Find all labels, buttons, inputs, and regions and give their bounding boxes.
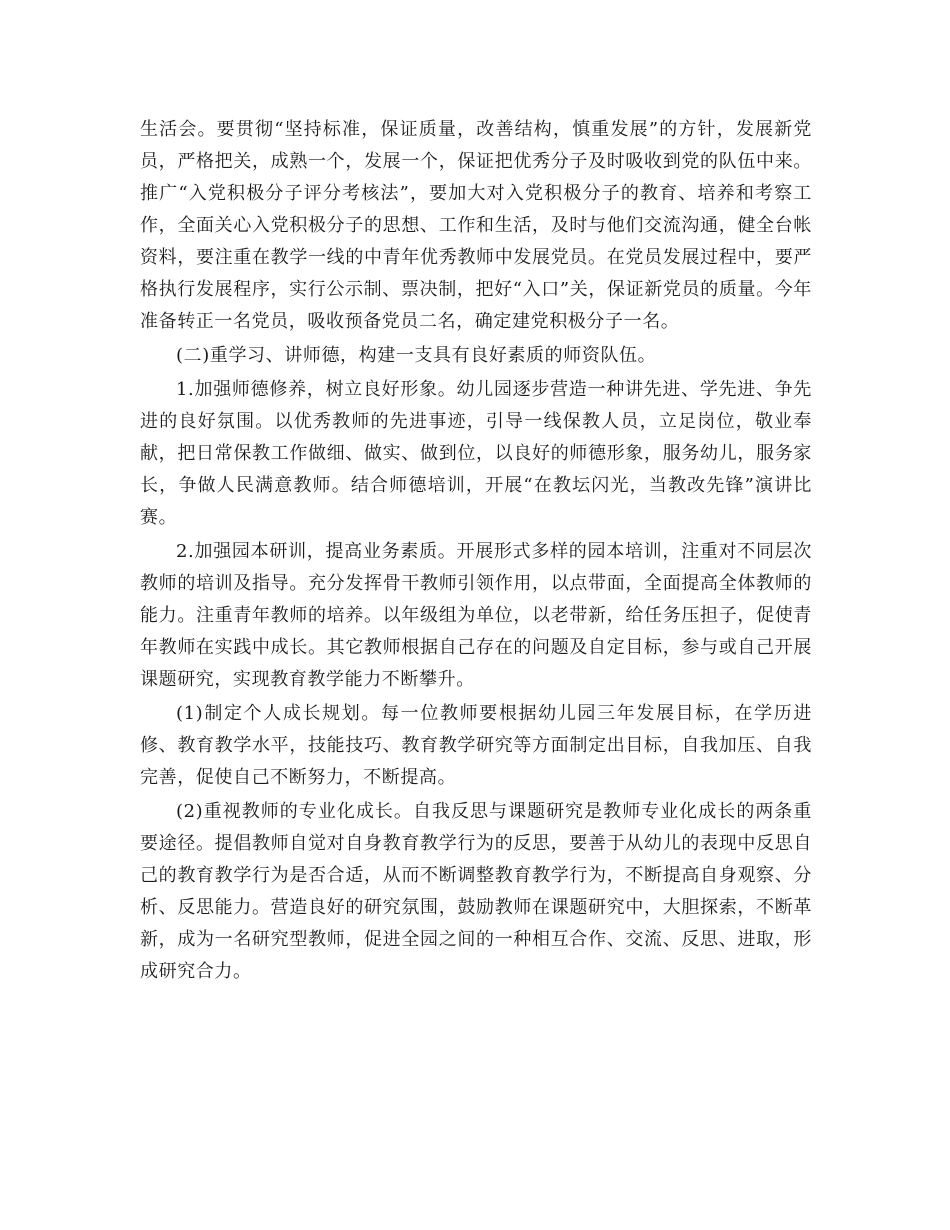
paragraph-school-training: 2.加强园本研训，提高业务素质。开展形式多样的园本培训，注重对不同层次教师的培训及指导。充分发挥骨干教师引领作用，以点带面，全面提高全体教师的能力。注重青年教师的培养。以年级组为单位，以老带新，给任务压担子，促使青年教师在实践中成长。其它教师根据自己存在的问题及自定目标，参与或自己开展课题研究，实现教育教学能力不断攀升。 [140, 541, 812, 690]
document-body [140, 114, 812, 990]
paragraph-teacher-ethics: 1.加强师德修养，树立良好形象。幼儿园逐步营造一种讲先进、学先进、争先进的良好氛围。以优秀教师的先进事迹，引导一线保教人员，立足岗位，敬业奉献，把日常保教工作做细、做实、做到位，以良好的师德形象，服务幼儿，服务家长，争做人民满意教师。结合师德培训，开展“在教坛闪光，当教改先锋”演讲比赛。 [140, 379, 812, 528]
section-heading-teacher-team: (二)重学习、讲师德，构建一支具有良好素质的师资队伍。 [176, 345, 657, 366]
paragraph-growth-plan: (1)制定个人成长规划。每一位教师要根据幼儿园三年发展目标，在学历进修、教育教学水平，技能技巧、教育教学研究等方面制定出目标，自我加压、自我完善，促使自己不断努力，不断提高。 [140, 703, 812, 788]
paragraph-professional-growth: (2)重视教师的专业化成长。自我反思与课题研究是教师专业化成长的两条重要途径。提倡教师自觉对自身教育教学行为的反思，要善于从幼儿的表现中反思自己的教育教学行为是否合适，从而不断调整教育教学行为，不断提高自身观察、分析、反思能力。营造良好的研究氛围，鼓励教师在课题研究中，大胆探索，不断革新，成为一名研究型教师，促进全园之间的一种相互合作、交流、反思、进取，形成研究合力。 [140, 801, 812, 982]
paragraph-party-development: 生活会。要贯彻“坚持标准，保证质量，改善结构，慎重发展”的方针，发展新党员，严格把关，成熟一个，发展一个，保证把优秀分子及时吸收到党的队伍中来。推广“入党积极分子评分考核法”，要加大对入党积极分子的教育、培养和考察工作，全面关心入党积极分子的思想、工作和生活，及时与他们交流沟通，健全台帐资料，要注重在教学一线的中青年优秀教师中发展党员。在党员发展过程中，要严格执行发展程序，实行公示制、票决制，把好“入口”关，保证新党员的质量。今年准备转正一名党员，吸收预备党员二名，确定建党积极分子一名。 [140, 119, 812, 332]
